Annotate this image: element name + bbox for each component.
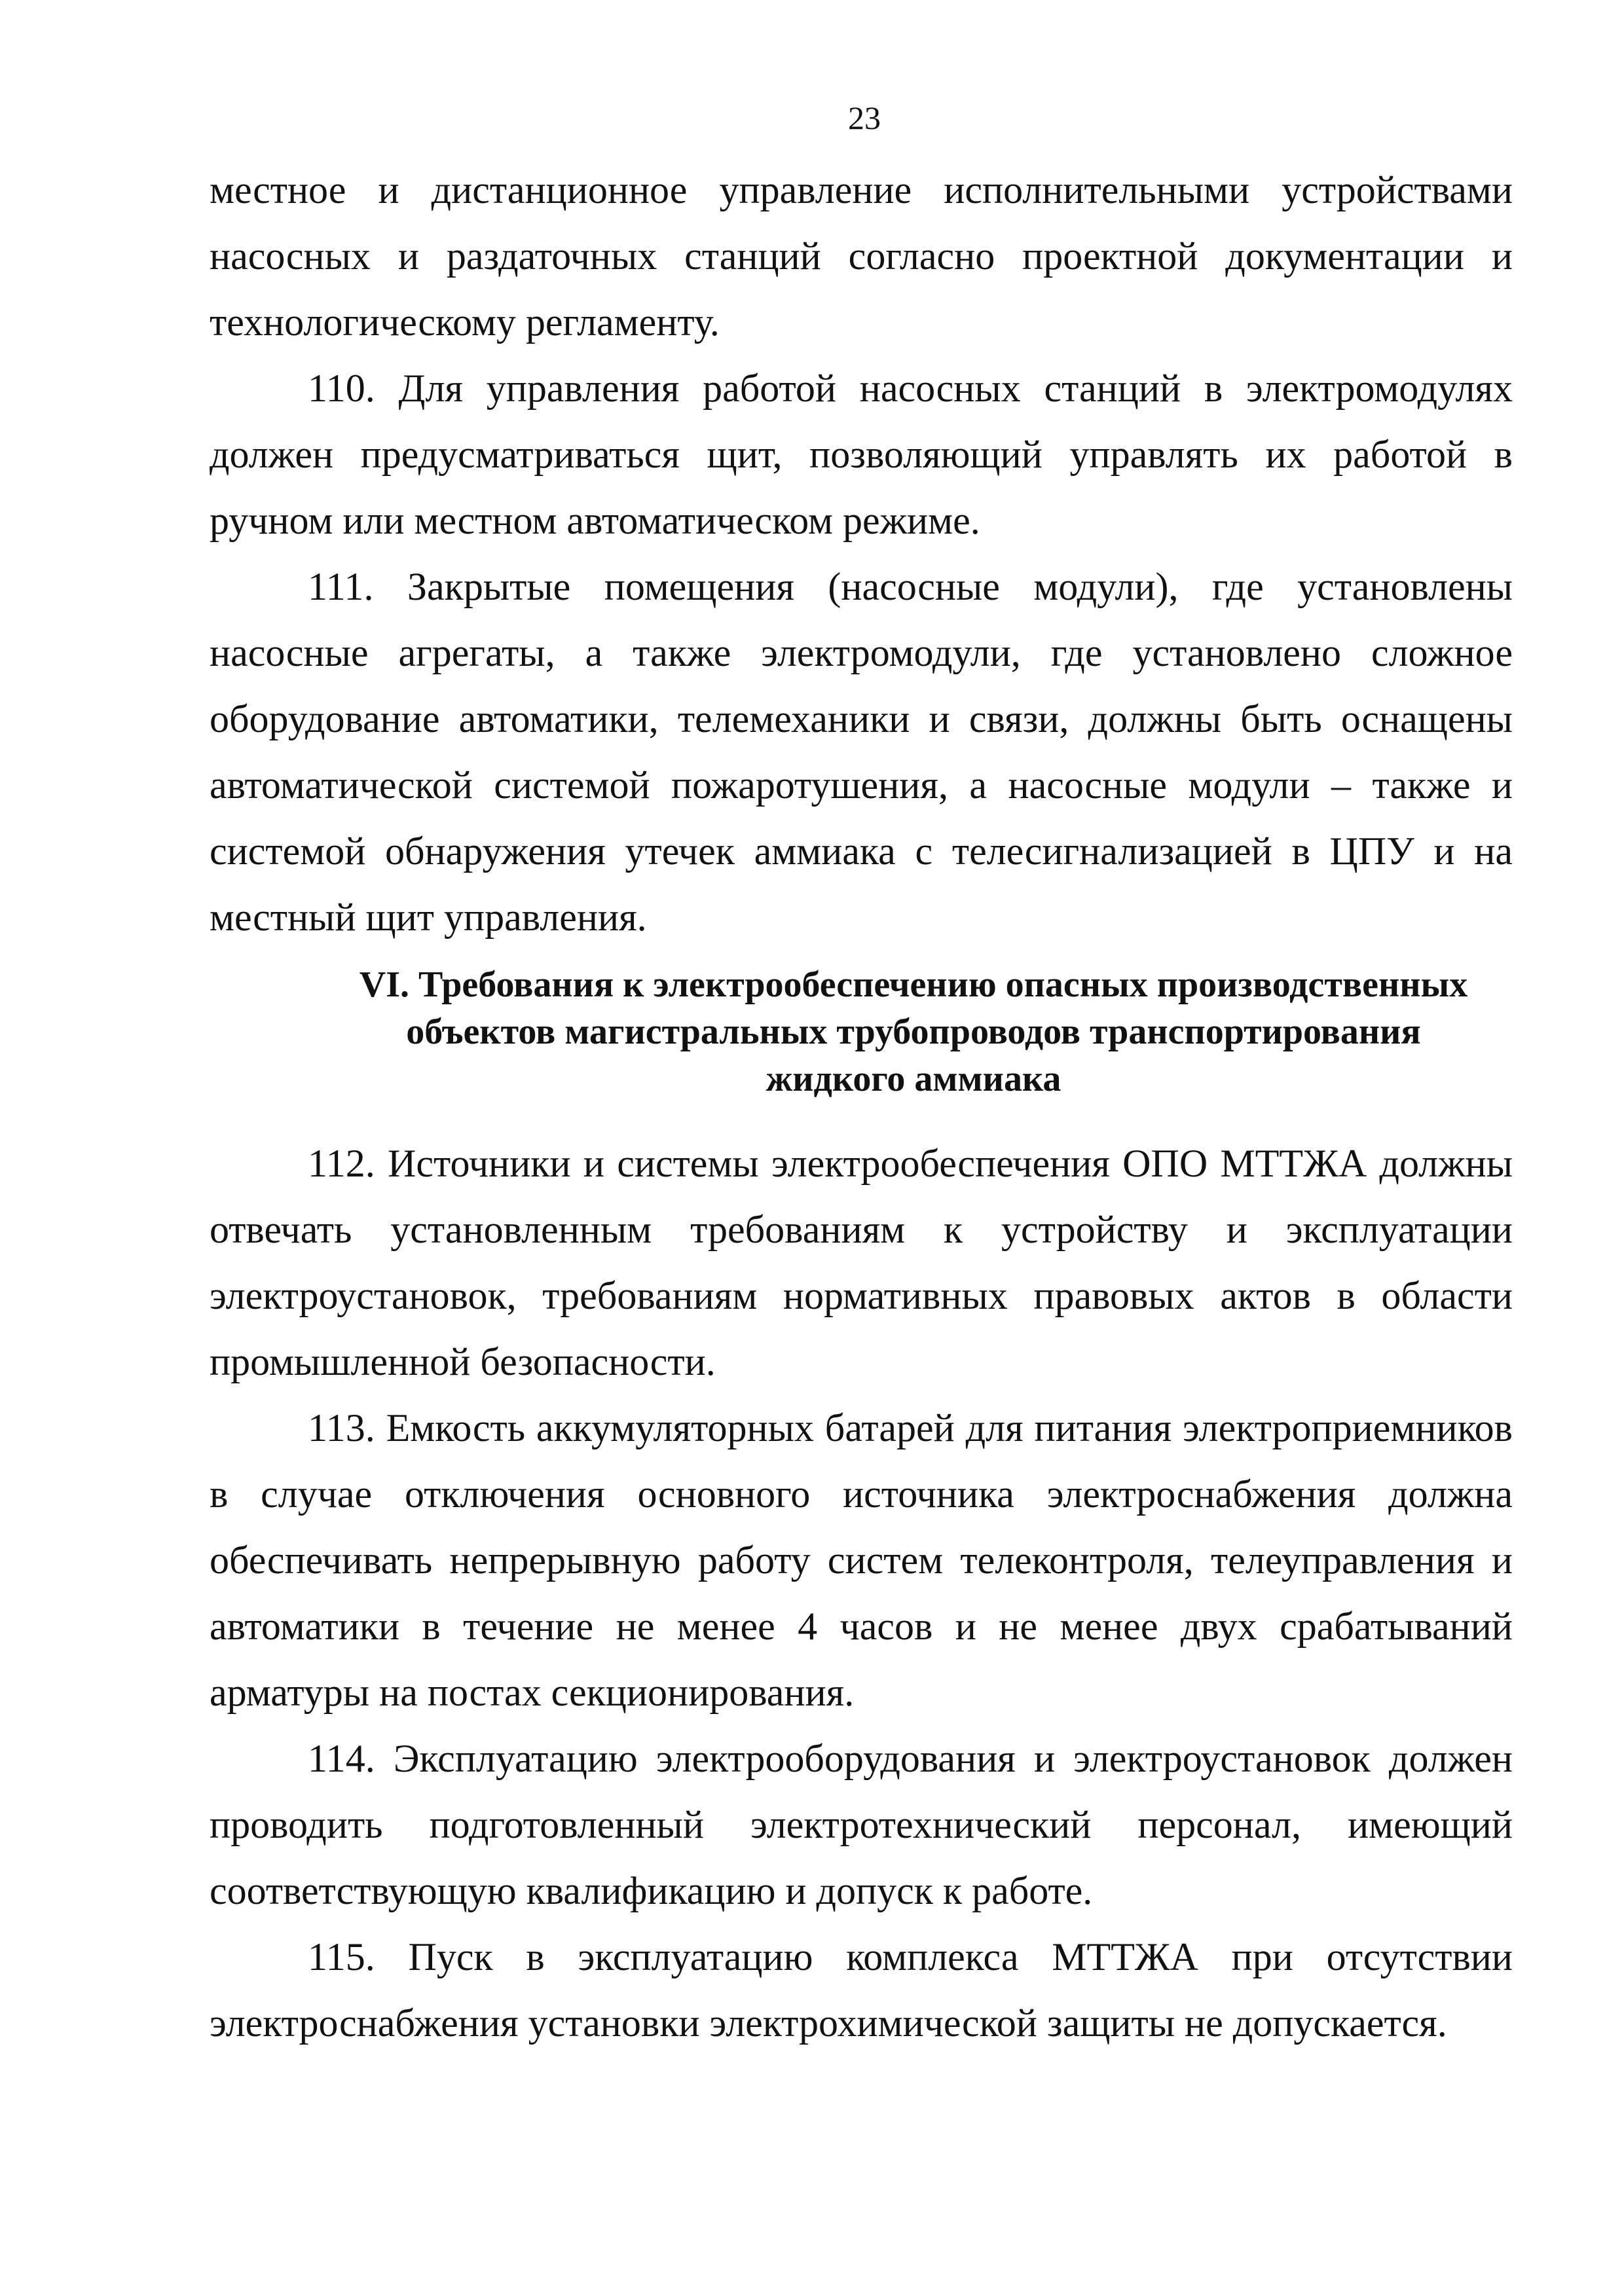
page-number: 23 [848, 100, 881, 136]
bottom-text-block [210, 1131, 1513, 2056]
section-title [262, 961, 1565, 1102]
paragraph-continuation: местное и дистанционное управление исполнительными устройствами насосных и раздаточных станций согласно проектной документации и технологическому регламенту. [210, 168, 1513, 344]
section-title-line-2: объектов магистральных трубопроводов транспортирования [406, 1011, 1421, 1052]
top-text-block [210, 157, 1513, 951]
paragraph-110: 110. Для управления работой насосных станций в электромодулях должен предусматриваться щит, позволяющий управлять их работой в ручном или местном автоматическом режиме. [210, 367, 1513, 542]
paragraph-112: 112. Источники и системы электрообеспечения ОПО МТТЖА должны отвечать установленным требованиям к устройству и эксплуатации электроустановок, требованиям нормативных правовых актов в области промышленной безопасности. [210, 1142, 1513, 1383]
section-title-line-1: VI. Требования к электрообеспечению опасных производственных [359, 964, 1468, 1005]
paragraph-115: 115. Пуск в эксплуатацию комплекса МТТЖА при отсутствии электроснабжения установки электрохимической защиты не допускается. [210, 1935, 1513, 2045]
section-title-line-3: жидкого аммиака [766, 1059, 1061, 1099]
paragraph-113: 113. Емкость аккумуляторных батарей для питания электроприемников в случае отключения основного источника электроснабжения должна обеспечивать непрерывную работу систем телеконтроля, телеуправления и автоматики в течение не менее 4 часов и не менее двух срабатываний арматуры на постах секционирования. [210, 1406, 1513, 1714]
paragraph-114: 114. Эксплуатацию электрооборудования и электроустановок должен проводить подготовленный электротехнический персонал, имеющий соответствующую квалификацию и допуск к работе. [210, 1737, 1513, 1912]
paragraph-111: 111. Закрытые помещения (насосные модули), где установлены насосные агрегаты, а также электромодули, где установлено сложное оборудование автоматики, телемеханики и связи, должны быть оснащены автоматической системой пожаротушения, а насосные модули – также и системой обнаружения утечек аммиака с телесигнализацией в ЦПУ и на местный щит управления. [210, 565, 1513, 939]
